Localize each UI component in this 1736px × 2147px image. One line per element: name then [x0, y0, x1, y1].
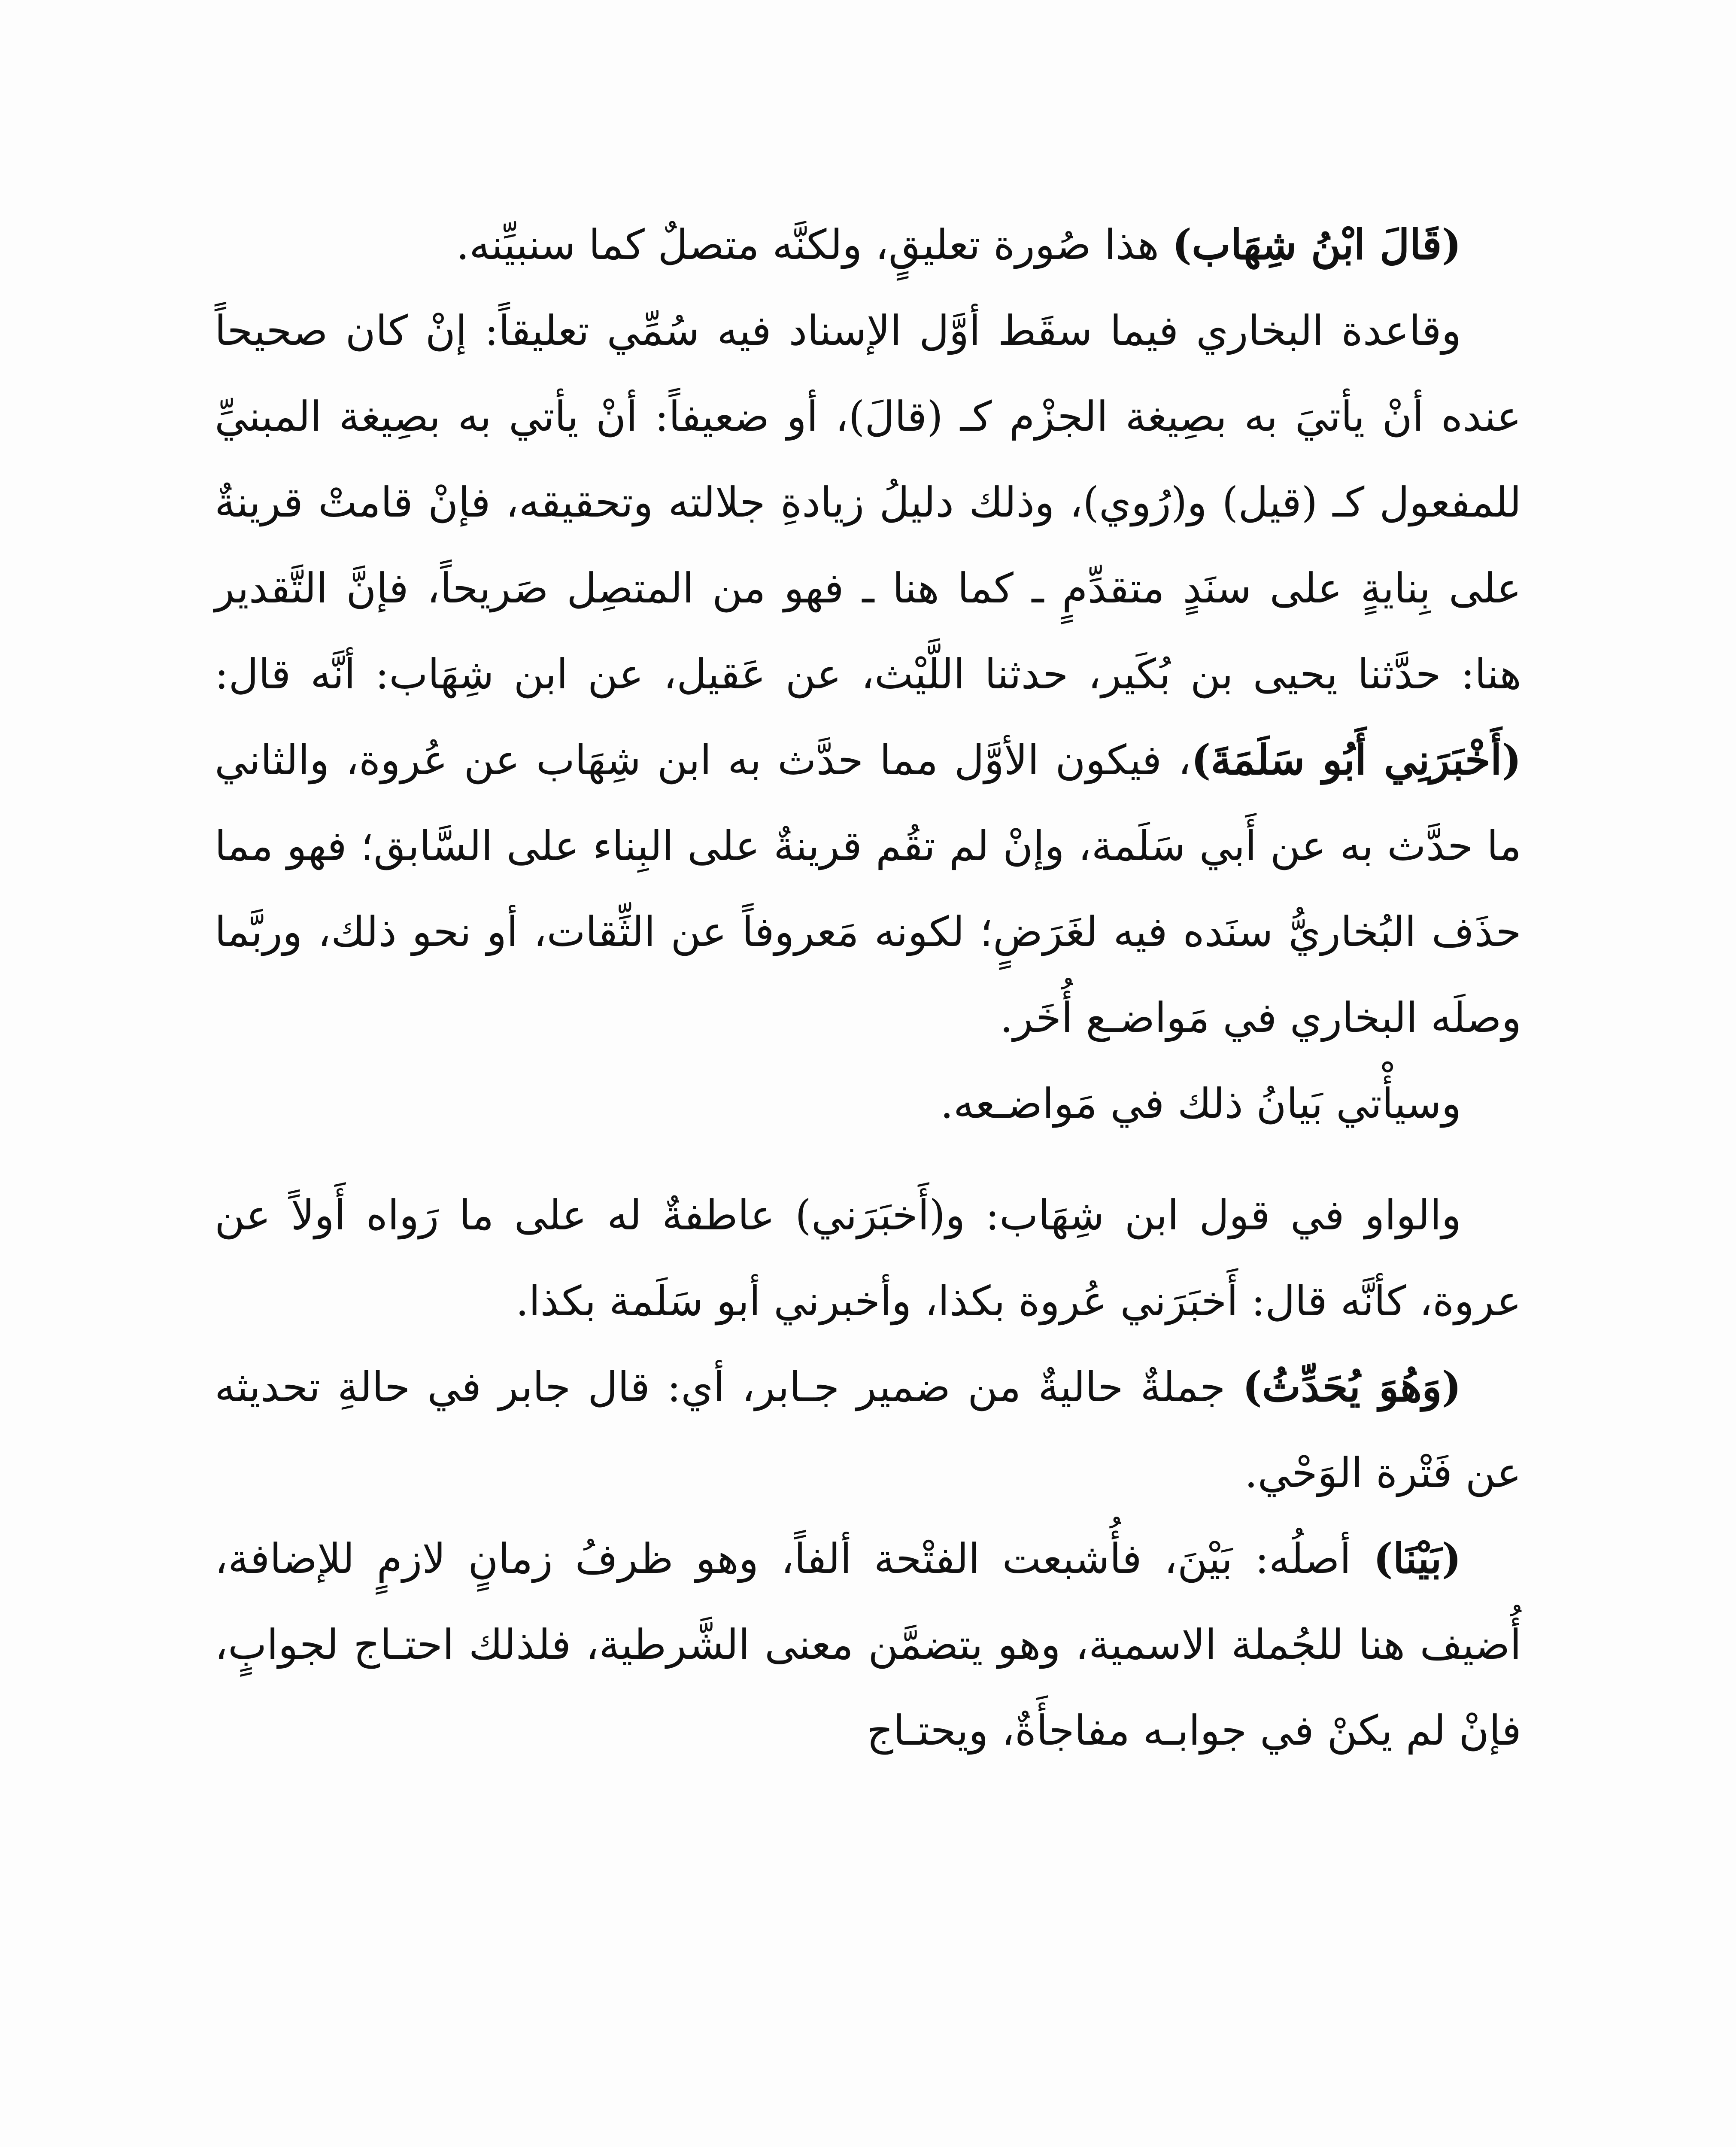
paragraph-forthcoming: [215, 1061, 1521, 1146]
paragraph-text: هذا صُورة تعليقٍ، ولكنَّه متصلٌ كما سنبيِّنه.: [456, 221, 1172, 269]
paragraph-text: أصلُه: بَيْنَ، فأُشبعت الفتْحة ألفاً، وهو ظرفُ زمانٍ لازمٍ للإضافة، أُضيف هنا للجُملة الاسمية، وهو يتضمَّن معنى الشَّرطية، فلذلك احتـاج لجوابٍ، فإنْ لم يكنْ في جوابـه مفاجأَةٌ، ويحتـاج: [215, 1535, 1522, 1755]
paragraph-lead: (قَالَ ابْنُ شِهَاب): [1172, 220, 1461, 269]
paragraph-bayna: [215, 1516, 1521, 1773]
paragraph-text: وسيأْتي بَيانُ ذلك في مَواضـعه.: [940, 1080, 1461, 1128]
page-body: [215, 202, 1521, 1773]
paragraph-bold-quote: (أَخْبَرَنِي أَبُو سَلَمَةَ): [1191, 736, 1522, 784]
paragraph-text: جملةٌ حاليةٌ من ضمير جـابر، أي: قال جابر في حالةِ تحديثه عن فَتْرة الوَحْي.: [215, 1363, 1521, 1497]
paragraph-text: وقاعدة البخاري فيما سقَط أوَّل الإسناد فيه سُمِّي تعليقاً: إنْ كان صحيحاً عنده أنْ يأتيَ به بصِيغة الجزْم كـ (قالَ)، أو ضعيفاً: أنْ يأتي به بصِيغة المبنيِّ للمفعول كـ (قيل) و(رُوي)، وذلك دليلُ زيادةِ جلالته وتحقيقه، فإنْ قامتْ قرينةٌ على بِنايةٍ على سنَدٍ متقدِّمٍ ـ كما هنا ـ فهو من المتصِل صَريحاً، فإنَّ التَّقدير هنا: حدَّثنا يحيى بن بُكَير، حدثنا اللَّيْث، عن عَقيل، عن ابن شِهَاب: أنَّه قال:: [215, 307, 1521, 698]
paragraph-tail: ، فيكون الأوَّل مما حدَّث به ابن شِهَاب عن عُروة، والثاني ما حدَّث به عن أَبي سَلَمة، وإنْ لم تقُم قرينةٌ على البِناء على السَّابق؛ فهو مما حذَف البُخاريُّ سنَده فيه لغَرَضٍ؛ لكونه مَعروفاً عن الثِّقات، أو نحو ذلك، وربَّما وصلَه البخاري في مَواضـع أُخَر.: [215, 736, 1521, 1042]
paragraph-waw: [215, 1172, 1521, 1344]
paragraph-text: والواو في قول ابن شِهَاب: و(أَخبَرَني) عاطفةٌ له على ما رَواه أَولاً عن عروة، كأنَّه قال: أَخبَرَني عُروة بكذا، وأخبرني أبو سَلَمة بكذا.: [215, 1191, 1521, 1325]
paragraph-lead: (وَهُوَ يُحَدِّثُ): [1242, 1362, 1462, 1411]
paragraph-lead: (بَيْنَا): [1373, 1534, 1462, 1583]
paragraph-bukhari-rule: [215, 288, 1521, 1061]
paragraph-wahuwa: [215, 1344, 1521, 1516]
paragraph-ibn-shihab: [215, 202, 1521, 288]
